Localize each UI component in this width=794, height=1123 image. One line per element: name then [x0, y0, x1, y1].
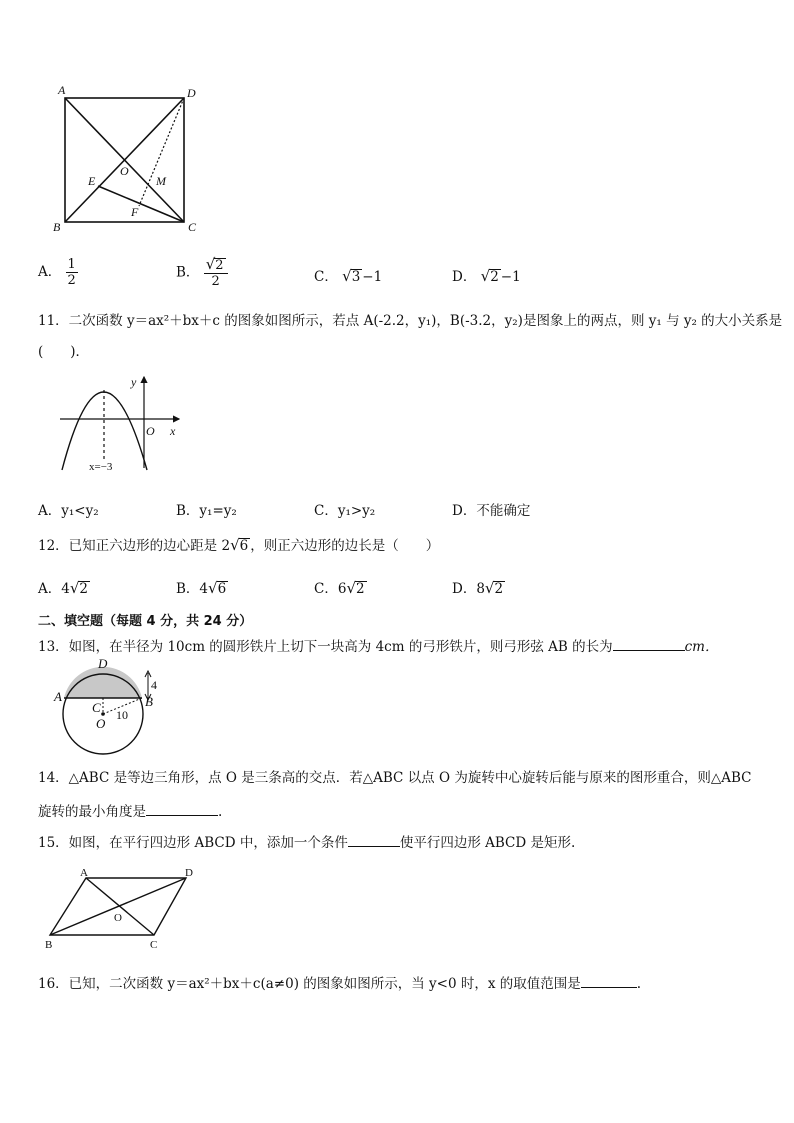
answer-blank[interactable]: [348, 832, 400, 847]
label-o: O: [114, 912, 122, 924]
option-letter: A．: [38, 264, 62, 280]
label-f: F: [131, 205, 139, 219]
q12-text: 12．已知正六边形的边心距是 2√6 ，则正六边形的边长是（ ）: [38, 536, 440, 554]
circle-segment: [64, 667, 142, 698]
label-m: M: [156, 174, 166, 188]
q10-option-d[interactable]: D． √2 −1: [452, 267, 521, 285]
diagonal-bd: [50, 878, 186, 935]
dashed-df: [139, 98, 184, 206]
q11-figure: [55, 372, 190, 477]
label-c: C: [92, 700, 101, 715]
q16-text: 16．已知，二次函数 y＝ax²＋bx＋c(a≠0) 的图象如图所示，当 y<0 时，x 的取值范围是 .: [38, 973, 641, 993]
fraction: $\frac{1}{2}$: [67, 257, 76, 288]
option-letter: C．: [314, 269, 338, 285]
label-a: A: [80, 867, 88, 879]
q11-text: 11．二次函数 y＝ax²＋bx＋c 的图象如图所示，若点 A(-2.2，y₁)，B(-3.2，y₂)是图象上的两点，则 y₁ 与 y₂ 的大小关系是: [38, 313, 783, 329]
label-c: C: [150, 939, 158, 951]
label-c: C: [188, 220, 197, 234]
label-height: 4: [151, 678, 157, 692]
q13-text: 13．如图，在半径为 10cm 的圆形铁片上切下一块高为 4cm 的弓形铁片，则弓形弦 AB 的长为 cm．: [38, 636, 718, 656]
label-radius: 10: [116, 708, 128, 722]
q12-option-b[interactable]: B．4√6: [176, 579, 227, 597]
q10-option-c[interactable]: C． √3 −1: [314, 267, 383, 285]
answer-blank[interactable]: [613, 636, 685, 651]
section-title: 二、填空题（每题 4 分，共 24 分）: [38, 614, 253, 629]
label-o: O: [146, 424, 155, 438]
label-symmetry: x=−3: [89, 461, 113, 473]
q15-text: 15．如图，在平行四边形 ABCD 中，添加一个条件 使平行四边形 ABCD 是矩形.: [38, 832, 575, 852]
label-o: O: [120, 164, 129, 178]
q15-figure: [40, 864, 210, 954]
label-e: E: [88, 174, 96, 188]
q11-option-a[interactable]: A．y₁<y₂: [38, 503, 99, 519]
q11-option-c[interactable]: C．y₁>y₂: [314, 503, 376, 519]
fraction: $\frac{√2}{2}$: [204, 257, 228, 289]
q10-option-a[interactable]: [38, 257, 78, 288]
label-o: O: [96, 716, 106, 731]
label-d: D: [98, 656, 108, 671]
label-a: A: [58, 83, 66, 97]
label-x: x: [170, 424, 176, 438]
label-d: D: [185, 867, 193, 879]
q13-figure: [52, 655, 167, 760]
q11-option-d[interactable]: D．不能确定: [452, 503, 531, 519]
q12-option-a[interactable]: A．4√2: [38, 579, 88, 597]
option-letter: D．: [452, 269, 477, 285]
option-letter: B．: [176, 264, 200, 281]
label-d: D: [187, 86, 196, 100]
label-y: y: [131, 375, 137, 389]
q10-figure: [50, 85, 210, 235]
q14-line2: 旋转的最小角度是 .: [38, 801, 222, 821]
q11-option-b[interactable]: B．y₁=y₂: [176, 503, 237, 519]
segment-ec: [98, 186, 184, 222]
diagonal-ac: [86, 878, 154, 935]
label-a: A: [54, 689, 62, 704]
answer-blank[interactable]: [581, 973, 637, 988]
q14-line1: 14．△ABC 是等边三角形，点 O 是三条高的交点．若△ABC 以点 O 为旋转中心旋转后能与原来的图形重合，则△ABC: [38, 770, 752, 786]
label-b: B: [145, 694, 153, 709]
label-b: B: [45, 939, 53, 951]
q10-option-b[interactable]: [176, 257, 228, 289]
q11-paren: ( )．: [38, 344, 90, 360]
answer-blank[interactable]: [146, 801, 218, 816]
label-b: B: [53, 220, 61, 234]
q12-option-d[interactable]: D．8√2: [452, 579, 504, 597]
q12-option-c[interactable]: C．6√2: [314, 579, 365, 597]
